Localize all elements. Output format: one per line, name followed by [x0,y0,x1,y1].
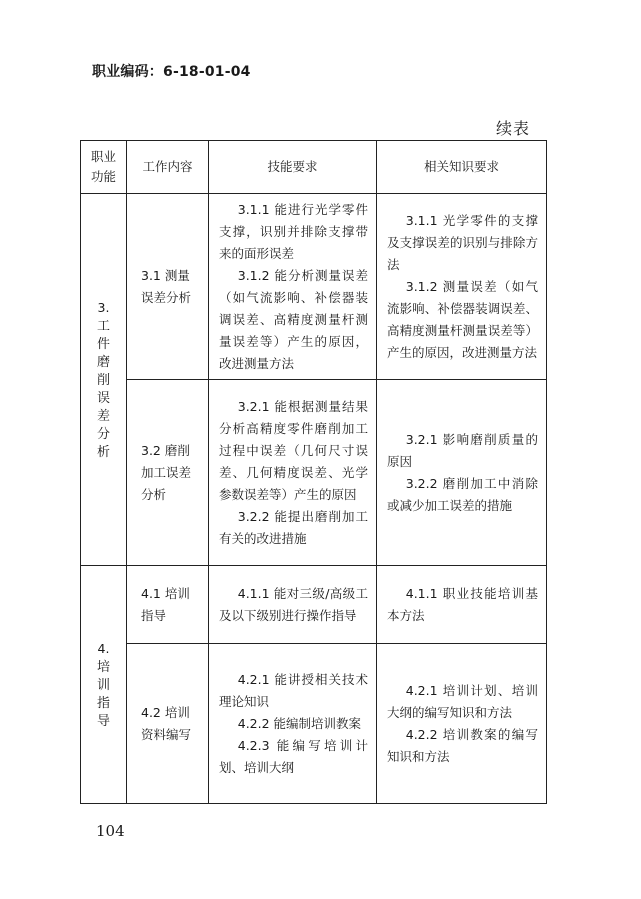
skill-cell [209,644,377,804]
skill-cell [209,566,377,644]
table-row [81,644,547,804]
skills-table [80,140,547,804]
knowledge-cell [377,566,547,644]
knowledge-cell [377,380,547,566]
knowledge-item: 4.1.1 职业技能培训基本方法 [387,585,538,623]
work-content: 3.1 测量误差分析 [127,194,209,380]
knowledge-item: 4.2.1 培训计划、培训大纲的编写知识和方法 [387,682,538,720]
page-number: 104 [96,822,125,840]
function-title: 培训指导 [96,659,110,729]
function-number: 4. [97,640,110,656]
knowledge-item: 4.2.2 培训教案的编写知识和方法 [387,726,538,764]
work-content: 4.2 培训资料编写 [127,644,209,804]
table-row [81,194,547,380]
knowledge-item: 3.2.2 磨削加工中消除或减少加工误差的措施 [387,475,538,513]
skill-item: 3.1.2 能分析测量误差（如气流影响、补偿器装调误差、高精度测量杆测量误差等）产生的原因，改进测量方法 [219,267,368,371]
function-cell [81,566,127,804]
table-header-row [81,141,547,194]
function-title: 工件磨削误差分析 [96,318,110,460]
function-cell [81,194,127,566]
skill-cell [209,380,377,566]
continued-label: 续表 [496,119,531,138]
knowledge-item: 3.1.1 光学零件的支撑及支撑误差的识别与排除方法 [387,212,538,272]
table-row [81,566,547,644]
skill-item: 3.1.1 能进行光学零件支撑，识别并排除支撑带来的面形误差 [219,201,368,261]
header-knowledge: 相关知识要求 [377,141,547,194]
header-function: 职业 功能 [81,141,127,194]
work-content: 4.1 培训指导 [127,566,209,644]
knowledge-cell [377,194,547,380]
header-content: 工作内容 [127,141,209,194]
skill-item: 3.2.2 能提出磨削加工有关的改进措施 [219,508,368,546]
skill-item: 4.2.2 能编制培训教案 [237,715,362,731]
skill-item: 4.1.1 能对三级/高级工及以下级别进行操作指导 [219,585,368,623]
knowledge-item: 3.2.1 影响磨削质量的原因 [387,431,538,469]
table-row [81,380,547,566]
knowledge-cell [377,644,547,804]
occupation-code: 职业编码：6-18-01-04 [92,64,251,80]
work-content: 3.2 磨削加工误差分析 [127,380,209,566]
skill-item: 4.2.3 能编写培训计划、培训大纲 [219,737,368,775]
knowledge-item: 3.1.2 测量误差（如气流影响、补偿器装调误差、高精度测量杆测量误差等）产生的原因，改进测量方法 [387,278,538,360]
skill-item: 3.2.1 能根据测量结果分析高精度零件磨削加工过程中误差（几何尺寸误差、几何精度误差、光学参数误差等）产生的原因 [219,398,368,502]
skill-cell [209,194,377,380]
header-skills: 技能要求 [209,141,377,194]
skill-item: 4.2.1 能讲授相关技术理论知识 [219,671,368,709]
function-number: 3. [97,299,110,315]
